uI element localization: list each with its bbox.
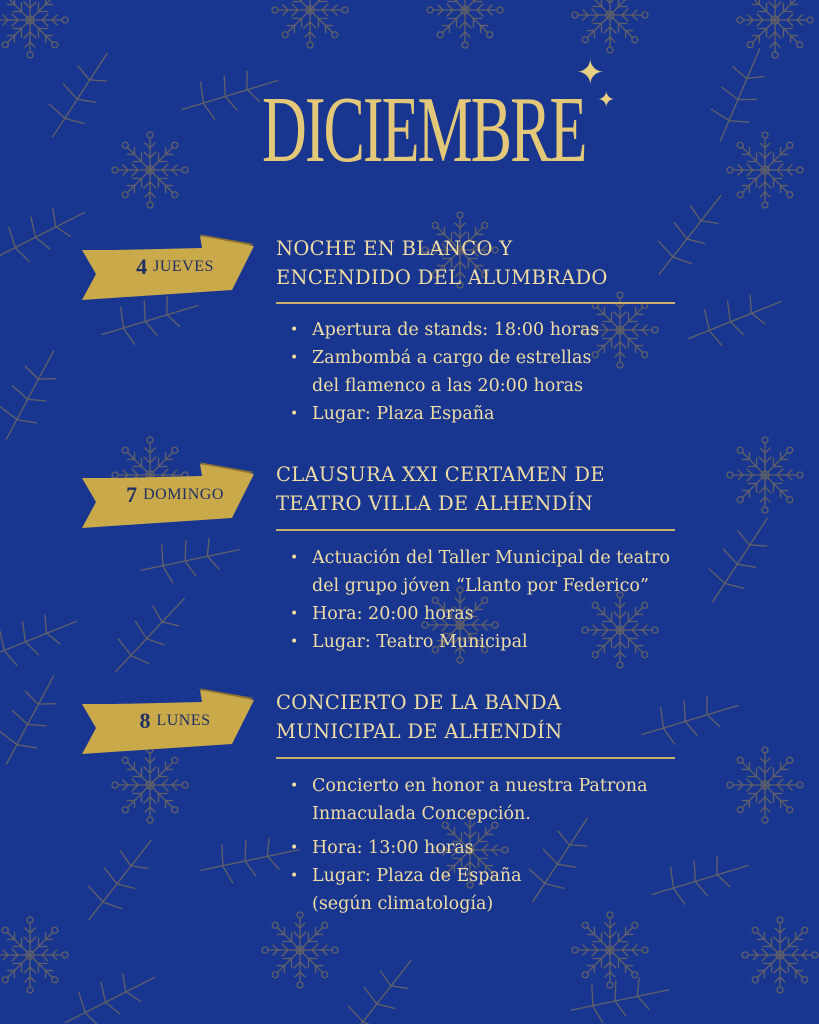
list-item bbox=[290, 772, 740, 828]
divider bbox=[276, 302, 675, 304]
snowflake-icon bbox=[112, 132, 188, 208]
date-label bbox=[96, 462, 254, 528]
item-text: Apertura de stands: 18:00 horas bbox=[312, 320, 600, 340]
leaf-branch-icon bbox=[334, 961, 427, 1024]
leaf-branch-icon bbox=[201, 816, 299, 904]
date-ribbon bbox=[82, 688, 257, 754]
day-number: 8 bbox=[139, 708, 151, 733]
list-item bbox=[290, 400, 740, 428]
list-item bbox=[290, 628, 740, 656]
item-text: Lugar: Plaza España bbox=[312, 404, 495, 424]
leaf-branch-icon bbox=[141, 516, 239, 604]
item-text: Lugar: Teatro Municipal bbox=[312, 632, 528, 652]
day-number: 4 bbox=[136, 254, 148, 279]
date-ribbon bbox=[82, 234, 257, 300]
date-ribbon bbox=[82, 462, 257, 528]
snowflake-icon bbox=[272, 0, 348, 48]
weekday: DOMINGO bbox=[143, 486, 224, 503]
event-title-line: NOCHE EN BLANCO Y bbox=[276, 237, 513, 260]
item-text: Zambombá a cargo de estrellas bbox=[312, 348, 592, 368]
snowflake-icon bbox=[0, 0, 68, 58]
item-text: Inmaculada Concepción. bbox=[312, 804, 531, 824]
item-text: Hora: 20:00 horas bbox=[312, 604, 474, 624]
weekday: JUEVES bbox=[153, 258, 214, 275]
event-title bbox=[276, 460, 696, 518]
divider bbox=[276, 529, 675, 531]
leaf-branch-icon bbox=[0, 676, 79, 764]
item-text: del grupo jóven “Llanto por Federico” bbox=[312, 576, 649, 596]
day-number: 7 bbox=[126, 482, 138, 507]
weekday: LUNES bbox=[156, 712, 211, 729]
event-title-line: ENCENDIDO DEL ALUMBRADO bbox=[276, 266, 608, 289]
list-item bbox=[290, 544, 740, 600]
event-details bbox=[290, 544, 740, 656]
event-details bbox=[290, 772, 740, 918]
snowflake-icon bbox=[742, 917, 818, 993]
snowflake-icon bbox=[0, 917, 68, 993]
item-text: Actuación del Taller Municipal de teatro bbox=[312, 548, 671, 568]
date-label bbox=[96, 234, 254, 300]
snowflake-icon bbox=[727, 132, 803, 208]
leaf-branch-icon bbox=[74, 841, 167, 920]
leaf-branch-icon bbox=[32, 53, 128, 137]
list-item bbox=[290, 600, 740, 628]
snowflake-icon bbox=[727, 437, 803, 513]
date-label bbox=[96, 688, 254, 754]
event-title-line: MUNICIPAL DE ALHENDÍN bbox=[276, 720, 563, 743]
snowflake-icon bbox=[262, 912, 338, 988]
leaf-branch-icon bbox=[571, 956, 669, 1024]
sparkle-icon: ✦ bbox=[576, 53, 605, 93]
leaf-branch-icon bbox=[0, 601, 76, 680]
item-text: del flamenco a las 20:00 horas bbox=[312, 376, 584, 396]
event-title-line: TEATRO VILLA DE ALHENDÍN bbox=[276, 492, 594, 515]
list-item bbox=[290, 344, 740, 400]
event-title bbox=[276, 234, 696, 292]
snowflake-icon bbox=[572, 912, 648, 988]
list-item bbox=[290, 834, 740, 862]
snowflake-icon bbox=[572, 0, 648, 53]
divider bbox=[276, 757, 675, 759]
event-title-line: CLAUSURA XXI CERTAMEN DE bbox=[276, 463, 605, 486]
item-text: Hora: 13:00 horas bbox=[312, 838, 474, 858]
event-details bbox=[290, 316, 740, 428]
leaf-branch-icon bbox=[105, 599, 194, 672]
list-item bbox=[290, 316, 740, 344]
leaf-branch-icon bbox=[690, 49, 789, 141]
snowflake-icon bbox=[737, 0, 813, 58]
leaf-branch-icon bbox=[65, 964, 154, 1024]
snowflake-icon bbox=[427, 0, 503, 48]
leaf-branch-icon bbox=[0, 199, 85, 272]
item-text: Lugar: Plaza de España bbox=[312, 866, 522, 886]
leaf-branch-icon bbox=[0, 351, 79, 439]
event-title bbox=[276, 688, 696, 746]
list-item bbox=[290, 862, 740, 918]
event-title-line: CONCIERTO DE LA BANDA bbox=[276, 691, 562, 714]
snowflake-icon bbox=[112, 747, 188, 823]
page-title: DICIEMBRE bbox=[262, 78, 586, 182]
item-text: (según climatología) bbox=[312, 894, 494, 914]
item-text: Concierto en honor a nuestra Patrona bbox=[312, 776, 648, 796]
sparkle-icon: ✦ bbox=[597, 88, 616, 113]
